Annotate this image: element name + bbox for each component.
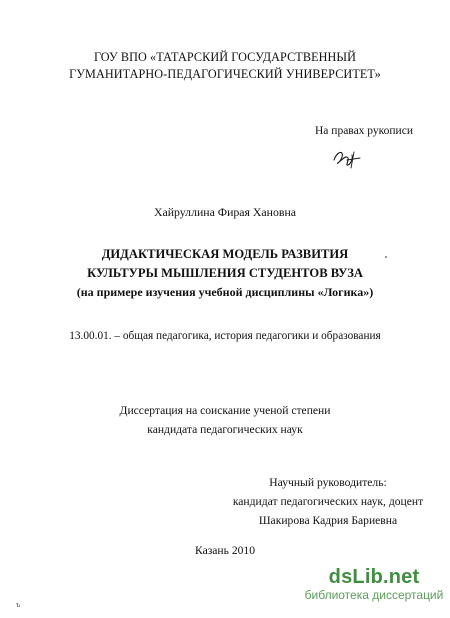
- scan-mark: ъ: [16, 600, 21, 609]
- title-line-3: (на примере изучения учебной дисциплины «Логика»): [76, 285, 374, 299]
- supervisor-name: Шакирова Кадрия Бариевна: [258, 514, 398, 527]
- supervisor-title: кандидат педагогических наук, доцент: [232, 495, 424, 508]
- title-line-1: ДИДАКТИЧЕСКАЯ МОДЕЛЬ РАЗВИТИЯ: [101, 247, 349, 261]
- watermark: [304, 566, 444, 602]
- institution-name: [0, 49, 450, 83]
- rights-note: На правах рукописи: [315, 125, 413, 137]
- supervisor-label: Научный руководитель:: [269, 476, 387, 489]
- dissertation-title: [0, 245, 450, 302]
- degree-line-2: кандидата педагогических наук: [147, 423, 303, 436]
- degree-statement: [0, 401, 450, 439]
- title-line-2: КУЛЬТУРЫ МЫШЛЕНИЯ СТУДЕНТОВ ВУЗА: [87, 266, 363, 280]
- degree-line-1: Диссертация на соискание ученой степени: [119, 404, 331, 417]
- institution-line-1: ГОУ ВПО «ТАТАРСКИЙ ГОСУДАРСТВЕННЫЙ: [93, 50, 357, 64]
- watermark-tagline: библиотека диссертаций: [304, 588, 444, 602]
- supervisor-block: [228, 473, 428, 530]
- watermark-logo: dsLib.net: [328, 566, 420, 588]
- handwritten-signature: [330, 146, 366, 170]
- specialty-code: 13.00.01. – общая педагогика, история педагогики и образования: [69, 330, 381, 342]
- author-name: Хайруллина Фирая Хановна: [153, 205, 296, 219]
- city-year: Казань 2010: [194, 544, 256, 557]
- institution-line-2: ГУМАНИТАРНО-ПЕДАГОГИЧЕСКИЙ УНИВЕРСИТЕТ»: [69, 67, 381, 81]
